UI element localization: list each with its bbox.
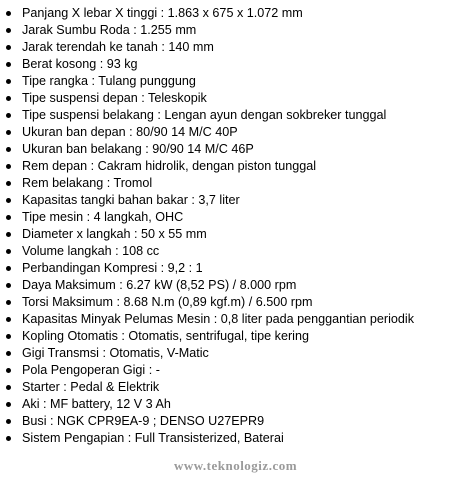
spec-item (0, 39, 471, 56)
spec-text: Aki : MF battery, 12 V 3 Ah (22, 397, 171, 411)
bullet-icon (6, 266, 11, 271)
spec-text: Diameter x langkah : 50 x 55 mm (22, 227, 207, 241)
spec-text: Berat kosong : 93 kg (22, 57, 138, 71)
bullet-icon (6, 28, 11, 33)
spec-text: Ukuran ban depan : 80/90 14 M/C 40P (22, 125, 238, 139)
spec-item (0, 311, 471, 328)
spec-text: Jarak Sumbu Roda : 1.255 mm (22, 23, 197, 37)
spec-item (0, 362, 471, 379)
spec-text: Panjang X lebar X tinggi : 1.863 x 675 x 1.072 mm (22, 6, 303, 20)
spec-list (0, 5, 471, 447)
bullet-icon (6, 402, 11, 407)
spec-text: Tipe rangka : Tulang punggung (22, 74, 196, 88)
spec-text: Kapasitas tangki bahan bakar : 3,7 liter (22, 193, 240, 207)
spec-item (0, 209, 471, 226)
spec-item (0, 413, 471, 430)
spec-item (0, 158, 471, 175)
spec-item (0, 73, 471, 90)
spec-item (0, 124, 471, 141)
spec-text: Rem depan : Cakram hidrolik, dengan piston tunggal (22, 159, 317, 173)
spec-item (0, 328, 471, 345)
bullet-icon (6, 130, 11, 135)
watermark: www.teknologiz.com (173, 458, 298, 473)
bullet-icon (6, 249, 11, 254)
bullet-icon (6, 113, 11, 118)
spec-item (0, 379, 471, 396)
spec-item (0, 192, 471, 209)
spec-text: Kopling Otomatis : Otomatis, sentrifugal, tipe kering (22, 329, 309, 343)
bullet-icon (6, 215, 11, 220)
spec-item (0, 430, 471, 447)
bullet-icon (6, 62, 11, 67)
spec-text: Starter : Pedal & Elektrik (22, 380, 160, 394)
spec-item (0, 260, 471, 277)
spec-text: Torsi Maksimum : 8.68 N.m (0,89 kgf.m) / 6.500 rpm (22, 295, 313, 309)
spec-item (0, 277, 471, 294)
spec-item (0, 396, 471, 413)
bullet-icon (6, 419, 11, 424)
bullet-icon (6, 300, 11, 305)
bullet-icon (6, 436, 11, 441)
spec-item (0, 175, 471, 192)
spec-text: Rem belakang : Tromol (22, 176, 153, 190)
spec-text: Sistem Pengapian : Full Transisterized, Baterai (22, 431, 284, 445)
bullet-icon (6, 317, 11, 322)
bullet-icon (6, 11, 11, 16)
bullet-icon (6, 79, 11, 84)
spec-text: Kapasitas Minyak Pelumas Mesin : 0,8 liter pada penggantian periodik (22, 312, 415, 326)
bullet-icon (6, 147, 11, 152)
spec-item (0, 345, 471, 362)
spec-text: Tipe mesin : 4 langkah, OHC (22, 210, 184, 224)
bullet-icon (6, 181, 11, 186)
bullet-icon (6, 368, 11, 373)
spec-item (0, 5, 471, 22)
spec-item (0, 22, 471, 39)
spec-text: Ukuran ban belakang : 90/90 14 M/C 46P (22, 142, 254, 156)
spec-text: Volume langkah : 108 cc (22, 244, 160, 258)
spec-item (0, 226, 471, 243)
spec-text: Busi : NGK CPR9EA-9 ; DENSO U27EPR9 (22, 414, 265, 428)
bullet-icon (6, 45, 11, 50)
bullet-icon (6, 283, 11, 288)
spec-item (0, 141, 471, 158)
bullet-icon (6, 232, 11, 237)
spec-item (0, 243, 471, 260)
spec-text: Perbandingan Kompresi : 9,2 : 1 (22, 261, 203, 275)
bullet-icon (6, 334, 11, 339)
spec-item (0, 90, 471, 107)
bullet-icon (6, 164, 11, 169)
spec-text: Jarak terendah ke tanah : 140 mm (22, 40, 214, 54)
spec-text: Daya Maksimum : 6.27 kW (8,52 PS) / 8.000 rpm (22, 278, 297, 292)
spec-text: Gigi Transmsi : Otomatis, V-Matic (22, 346, 209, 360)
spec-item (0, 294, 471, 311)
bullet-icon (6, 96, 11, 101)
spec-text: Tipe suspensi depan : Teleskopik (22, 91, 207, 105)
bullet-icon (6, 198, 11, 203)
spec-item (0, 107, 471, 124)
bullet-icon (6, 385, 11, 390)
spec-item (0, 56, 471, 73)
spec-text: Pola Pengoperan Gigi : - (22, 363, 160, 377)
bullet-icon (6, 351, 11, 356)
spec-text: Tipe suspensi belakang : Lengan ayun dengan sokbreker tunggal (22, 108, 387, 122)
